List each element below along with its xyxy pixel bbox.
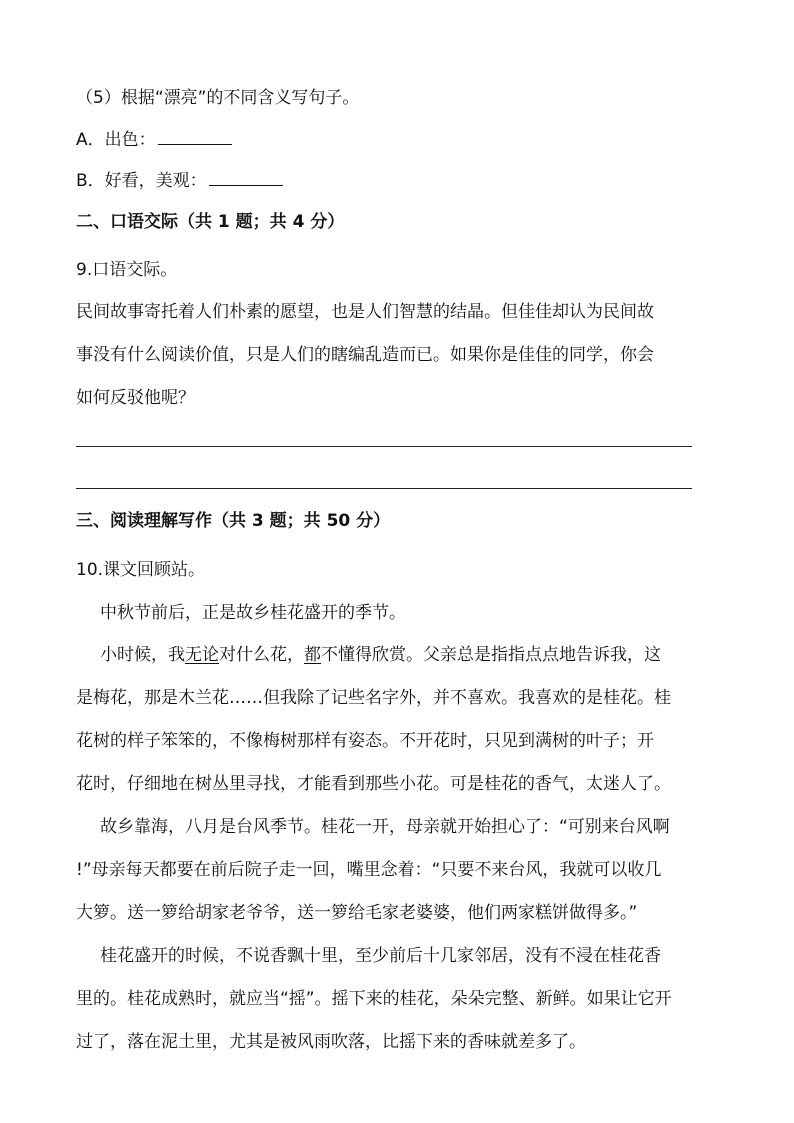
section3-heading: 三、阅读理解写作（共 3 题；共 50 分）: [76, 511, 391, 531]
underlined-word-wulun: 无论: [185, 645, 219, 665]
passage-p4-line-3: 过了，落在泥土里，尤其是被风雨吹落，比摇下来的香味就差多了。: [76, 1032, 586, 1052]
q5-prompt: （5）根据“漂亮”的不同含义写句子。: [76, 88, 360, 108]
passage-p1: 中秋节前后，正是故乡桂花盛开的季节。: [100, 603, 406, 623]
passage-p2-line-1: [100, 643, 661, 667]
q5-option-a-label: A．出色：: [76, 130, 156, 150]
passage-p2-line-4: 花时，仔细地在树丛里寻找，才能看到那些小花。可是桂花的香气，太迷人了。: [76, 774, 671, 794]
q5-option-b: [76, 169, 283, 193]
q5-option-a: [76, 128, 232, 152]
underlined-word-dou: 都: [304, 645, 321, 665]
q9-text-line-1: 民间故事寄托着人们朴素的愿望，也是人们智慧的结晶。但佳佳却认为民间故: [76, 302, 654, 322]
passage-p2-line-3: 花树的样子笨笨的，不像梅树那样有姿态。不开花时，只见到满树的叶子；开: [76, 731, 654, 751]
section2-heading: 二、口语交际（共 1 题；共 4 分）: [76, 212, 345, 232]
q9-text-line-3: 如何反驳他呢？: [76, 388, 195, 408]
q9-answer-line-2[interactable]: [76, 488, 692, 489]
passage-p3-line-2: !”母亲每天都要在前后院子走一回，嘴里念着：“只要不来台风，我就可以收几: [76, 860, 662, 880]
q5-option-b-label: B．好看，美观：: [76, 171, 207, 191]
passage-text: 小时候，我: [100, 645, 185, 665]
q5-option-a-blank[interactable]: [158, 128, 232, 145]
passage-p3-line-1: 故乡靠海，八月是台风季节。桂花一开，母亲就开始担心了：“可别来台风啊: [100, 817, 670, 837]
q5-option-b-blank[interactable]: [209, 169, 283, 186]
passage-p2-line-2: 是梅花，那是木兰花……但我除了记些名字外，并不喜欢。我喜欢的是桂花。桂: [76, 688, 671, 708]
q10-title: 10.课文回顾站。: [76, 560, 206, 580]
passage-text: 对什么花，: [219, 645, 304, 665]
passage-p3-line-3: 大箩。送一箩给胡家老爷爷，送一箩给毛家老婆婆，他们两家糕饼做得多。”: [76, 903, 638, 923]
passage-p4-line-2: 里的。桂花成熟时，就应当“摇”。摇下来的桂花，朵朵完整、新鲜。如果让它开: [76, 989, 672, 1009]
passage-text: 不懂得欣赏。父亲总是指指点点地告诉我，这: [321, 645, 661, 665]
q9-answer-line-1[interactable]: [76, 446, 692, 447]
passage-p4-line-1: 桂花盛开的时候，不说香飘十里，至少前后十几家邻居，没有不浸在桂花香: [100, 946, 661, 966]
q9-title: 9.口语交际。: [76, 260, 178, 280]
q9-text-line-2: 事没有什么阅读价值，只是人们的瞎编乱造而已。如果你是佳佳的同学，你会: [76, 345, 654, 365]
